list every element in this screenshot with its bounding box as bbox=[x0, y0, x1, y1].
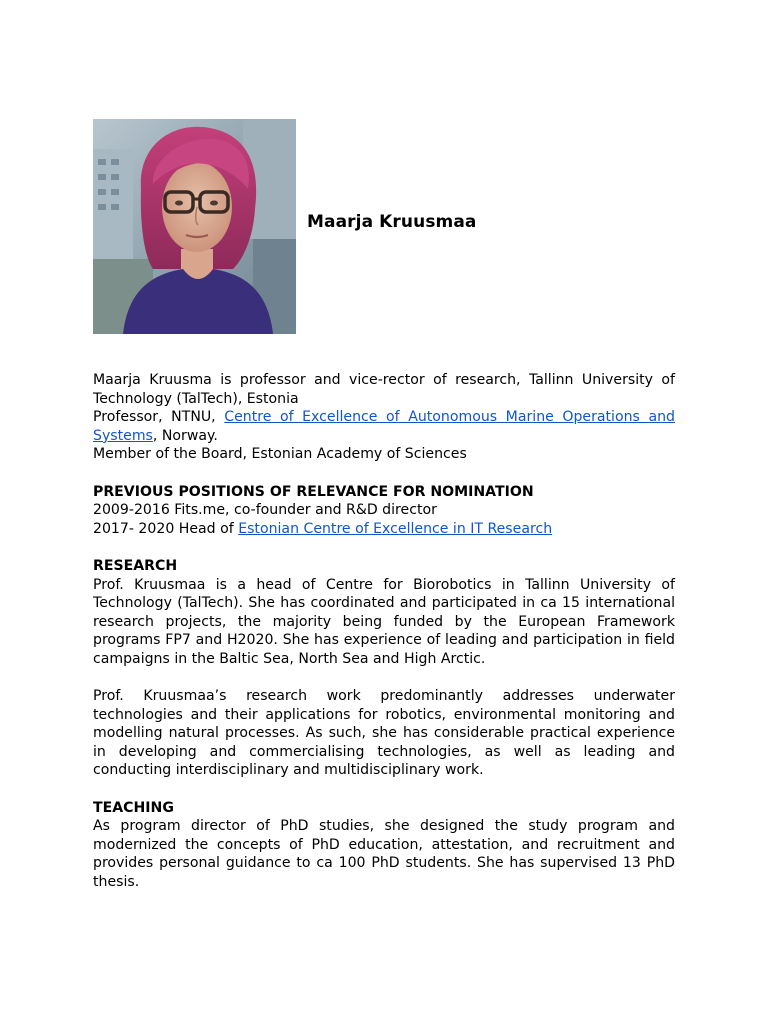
intro-line-1: Maarja Kruusma is professor and vice-rector of research, Tallinn University of Technology (TalTech), Estonia bbox=[93, 372, 675, 407]
section-heading-teaching: TEACHING bbox=[93, 799, 174, 816]
teaching-paragraph-1: As program director of PhD studies, she designed the study program and modernized the concepts of PhD education, attestation, and recruitment and provides personal guidance to ca 100 PhD students. She has supervised 13 PhD thesis. bbox=[93, 818, 675, 891]
spacer bbox=[93, 538, 675, 557]
spacer bbox=[93, 669, 675, 688]
amos-link[interactable]: Centre of Excellence of Autonomous Marine Operations and Systems bbox=[93, 409, 675, 444]
excite-link[interactable]: Estonian Centre of Excellence in IT Research bbox=[238, 520, 553, 537]
spacer bbox=[93, 780, 675, 799]
portrait-photo bbox=[93, 119, 296, 334]
intro-line-2 bbox=[93, 408, 675, 445]
position-item-1: 2009-2016 Fits.me, co-founder and R&D director bbox=[93, 502, 437, 519]
section-heading-previous-positions: PREVIOUS POSITIONS OF RELEVANCE FOR NOMINATION bbox=[93, 483, 534, 500]
intro-line-2-suffix: , Norway. bbox=[152, 427, 218, 444]
bio-content bbox=[93, 371, 675, 892]
spacer bbox=[93, 464, 675, 483]
person-name: Maarja Kruusmaa bbox=[307, 212, 477, 232]
intro-line-2-prefix: Professor, NTNU, bbox=[93, 409, 225, 426]
intro-line-3: Member of the Board, Estonian Academy of Sciences bbox=[93, 446, 467, 463]
research-paragraph-1: Prof. Kruusmaa is a head of Centre for Biorobotics in Tallinn University of Technology (TalTech). She has coordinated and participated in ca 15 international research projects, the majority being funded by the European Framework programs FP7 and H2020. She has experience of leading and participation in field campaigns in the Baltic Sea, North Sea and High Arctic. bbox=[93, 576, 675, 667]
section-heading-research: RESEARCH bbox=[93, 557, 178, 574]
position-item-2-prefix: 2017- 2020 Head of bbox=[93, 520, 239, 537]
research-paragraph-2: Prof. Kruusmaa’s research work predominantly addresses underwater technologies and their applications for robotics, environmental monitoring and modelling natural processes. As such, she has considerable practical experience in developing and commercialising technologies, as well as leading and conducting interdisciplinary and multidisciplinary work. bbox=[93, 688, 675, 779]
position-item-2 bbox=[93, 520, 675, 539]
